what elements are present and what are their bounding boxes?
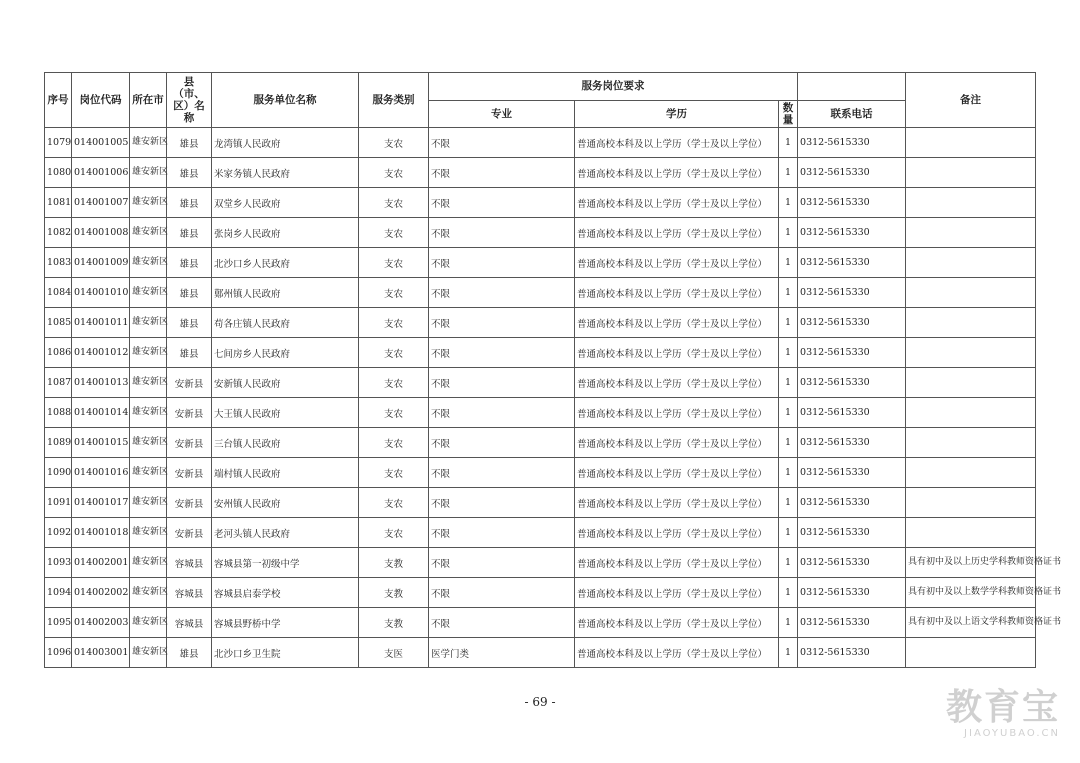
- cell-education: 普通高校本科及以上学历（学士及以上学位）: [575, 278, 779, 308]
- cell-remarks: [906, 638, 1036, 668]
- cell-remarks: [906, 248, 1036, 278]
- cell-seq: 1093: [45, 548, 72, 578]
- cell-education: 普通高校本科及以上学历（学士及以上学位）: [575, 158, 779, 188]
- cell-quantity: 1: [779, 608, 798, 638]
- cell-county: 雄县: [167, 638, 212, 668]
- cell-city: 雄安新区: [130, 488, 167, 518]
- cell-unit: 端村镇人民政府: [212, 458, 359, 488]
- cell-city: 雄安新区: [130, 188, 167, 218]
- table-row: [45, 278, 1036, 308]
- cell-seq: 1096: [45, 638, 72, 668]
- cell-remarks: [906, 278, 1036, 308]
- cell-city: 雄安新区: [130, 578, 167, 608]
- cell-phone: 0312-5615330: [798, 188, 906, 218]
- cell-education: 普通高校本科及以上学历（学士及以上学位）: [575, 308, 779, 338]
- cell-city: 雄安新区: [130, 458, 167, 488]
- cell-unit: 容城县第一初级中学: [212, 548, 359, 578]
- table-row: [45, 368, 1036, 398]
- cell-county: 雄县: [167, 248, 212, 278]
- cell-county: 雄县: [167, 338, 212, 368]
- table-row: [45, 308, 1036, 338]
- cell-education: 普通高校本科及以上学历（学士及以上学位）: [575, 398, 779, 428]
- cell-code: 014001007: [72, 188, 130, 218]
- cell-unit: 龙湾镇人民政府: [212, 128, 359, 158]
- header-unit: 服务单位名称: [212, 73, 359, 128]
- cell-seq: 1090: [45, 458, 72, 488]
- cell-seq: 1091: [45, 488, 72, 518]
- cell-code: 014001018: [72, 518, 130, 548]
- cell-category: 支农: [359, 398, 429, 428]
- cell-unit: 安新镇人民政府: [212, 368, 359, 398]
- cell-unit: 苟各庄镇人民政府: [212, 308, 359, 338]
- cell-phone: 0312-5615330: [798, 218, 906, 248]
- position-table-container: [44, 72, 1062, 668]
- cell-major: 不限: [429, 458, 575, 488]
- cell-unit: 双堂乡人民政府: [212, 188, 359, 218]
- cell-unit: 鄚州镇人民政府: [212, 278, 359, 308]
- cell-category: 支农: [359, 458, 429, 488]
- cell-education: 普通高校本科及以上学历（学士及以上学位）: [575, 638, 779, 668]
- header-requirements: 服务岗位要求: [429, 73, 798, 101]
- cell-quantity: 1: [779, 638, 798, 668]
- cell-seq: 1088: [45, 398, 72, 428]
- cell-code: 014001012: [72, 338, 130, 368]
- cell-phone: 0312-5615330: [798, 158, 906, 188]
- cell-unit: 北沙口乡人民政府: [212, 248, 359, 278]
- table-row: [45, 158, 1036, 188]
- cell-unit: 大王镇人民政府: [212, 398, 359, 428]
- cell-education: 普通高校本科及以上学历（学士及以上学位）: [575, 338, 779, 368]
- cell-education: 普通高校本科及以上学历（学士及以上学位）: [575, 128, 779, 158]
- table-body: [45, 128, 1062, 668]
- cell-education: 普通高校本科及以上学历（学士及以上学位）: [575, 188, 779, 218]
- cell-code: 014002003: [72, 608, 130, 638]
- cell-major: 不限: [429, 488, 575, 518]
- cell-major: 不限: [429, 278, 575, 308]
- cell-city: 雄安新区: [130, 248, 167, 278]
- cell-remarks: [906, 398, 1036, 428]
- cell-phone: 0312-5615330: [798, 638, 906, 668]
- cell-county: 雄县: [167, 158, 212, 188]
- header-city: 所在市: [130, 73, 167, 128]
- cell-category: 支农: [359, 428, 429, 458]
- cell-remarks: [906, 488, 1036, 518]
- cell-county: 容城县: [167, 578, 212, 608]
- cell-phone: 0312-5615330: [798, 308, 906, 338]
- cell-city: 雄安新区: [130, 158, 167, 188]
- cell-county: 雄县: [167, 188, 212, 218]
- cell-remarks: [906, 458, 1036, 488]
- cell-category: 支农: [359, 338, 429, 368]
- watermark-main: 教育宝: [945, 687, 1060, 728]
- cell-unit: 三台镇人民政府: [212, 428, 359, 458]
- cell-phone: 0312-5615330: [798, 488, 906, 518]
- cell-city: 雄安新区: [130, 518, 167, 548]
- cell-category: 支农: [359, 248, 429, 278]
- table-row: [45, 638, 1036, 668]
- cell-quantity: 1: [779, 368, 798, 398]
- cell-major: 不限: [429, 548, 575, 578]
- cell-remarks: [906, 428, 1036, 458]
- cell-code: 014001010: [72, 278, 130, 308]
- cell-remarks: [906, 218, 1036, 248]
- cell-major: 不限: [429, 398, 575, 428]
- cell-phone: 0312-5615330: [798, 428, 906, 458]
- cell-county: 安新县: [167, 458, 212, 488]
- cell-code: 014001013: [72, 368, 130, 398]
- cell-education: 普通高校本科及以上学历（学士及以上学位）: [575, 428, 779, 458]
- cell-county: 安新县: [167, 488, 212, 518]
- cell-phone: 0312-5615330: [798, 338, 906, 368]
- cell-seq: 1087: [45, 368, 72, 398]
- cell-quantity: 1: [779, 578, 798, 608]
- cell-phone: 0312-5615330: [798, 368, 906, 398]
- table-row: [45, 608, 1036, 638]
- cell-phone: 0312-5615330: [798, 248, 906, 278]
- cell-education: 普通高校本科及以上学历（学士及以上学位）: [575, 368, 779, 398]
- cell-unit: 容城县启泰学校: [212, 578, 359, 608]
- table-row: [45, 518, 1036, 548]
- header-quantity: 数量: [779, 101, 798, 128]
- cell-county: 安新县: [167, 518, 212, 548]
- cell-remarks: 具有初中及以上历史学科教师资格证书: [906, 548, 1036, 578]
- table-row: [45, 248, 1036, 278]
- cell-remarks: [906, 188, 1036, 218]
- cell-city: 雄安新区: [130, 338, 167, 368]
- cell-quantity: 1: [779, 248, 798, 278]
- cell-county: 雄县: [167, 128, 212, 158]
- cell-seq: 1094: [45, 578, 72, 608]
- cell-code: 014001017: [72, 488, 130, 518]
- header-phone: 联系电话: [798, 101, 906, 128]
- cell-major: 不限: [429, 428, 575, 458]
- cell-unit: 米家务镇人民政府: [212, 158, 359, 188]
- cell-unit: 安州镇人民政府: [212, 488, 359, 518]
- cell-code: 014001009: [72, 248, 130, 278]
- cell-phone: 0312-5615330: [798, 398, 906, 428]
- cell-unit: 容城县野桥中学: [212, 608, 359, 638]
- page-number: - 69 -: [524, 695, 556, 709]
- cell-education: 普通高校本科及以上学历（学士及以上学位）: [575, 248, 779, 278]
- cell-remarks: [906, 128, 1036, 158]
- cell-remarks: 具有初中及以上语文学科教师资格证书: [906, 608, 1036, 638]
- header-category: 服务类别: [359, 73, 429, 128]
- cell-phone: 0312-5615330: [798, 128, 906, 158]
- table-row: [45, 338, 1036, 368]
- cell-seq: 1079: [45, 128, 72, 158]
- cell-seq: 1082: [45, 218, 72, 248]
- cell-remarks: [906, 518, 1036, 548]
- cell-unit: 七间房乡人民政府: [212, 338, 359, 368]
- cell-major: 不限: [429, 368, 575, 398]
- cell-seq: 1092: [45, 518, 72, 548]
- table-row: [45, 488, 1036, 518]
- cell-category: 支农: [359, 308, 429, 338]
- cell-education: 普通高校本科及以上学历（学士及以上学位）: [575, 488, 779, 518]
- cell-category: 支农: [359, 488, 429, 518]
- cell-category: 支农: [359, 158, 429, 188]
- cell-code: 014001015: [72, 428, 130, 458]
- cell-quantity: 1: [779, 128, 798, 158]
- cell-major: 不限: [429, 188, 575, 218]
- cell-code: 014001014: [72, 398, 130, 428]
- cell-quantity: 1: [779, 518, 798, 548]
- cell-code: 014001011: [72, 308, 130, 338]
- cell-code: 014003001: [72, 638, 130, 668]
- cell-city: 雄安新区: [130, 398, 167, 428]
- cell-education: 普通高校本科及以上学历（学士及以上学位）: [575, 608, 779, 638]
- cell-category: 支教: [359, 578, 429, 608]
- cell-phone: 0312-5615330: [798, 548, 906, 578]
- cell-city: 雄安新区: [130, 218, 167, 248]
- cell-city: 雄安新区: [130, 368, 167, 398]
- header-county: 县（市、区）名称: [167, 73, 212, 128]
- cell-quantity: 1: [779, 218, 798, 248]
- cell-phone: 0312-5615330: [798, 458, 906, 488]
- cell-city: 雄安新区: [130, 278, 167, 308]
- watermark-logo: [946, 688, 1060, 739]
- cell-code: 014002001: [72, 548, 130, 578]
- cell-education: 普通高校本科及以上学历（学士及以上学位）: [575, 548, 779, 578]
- table-row: [45, 458, 1036, 488]
- cell-remarks: 具有初中及以上数学学科教师资格证书: [906, 578, 1036, 608]
- cell-category: 支农: [359, 128, 429, 158]
- cell-county: 安新县: [167, 398, 212, 428]
- table-row: [45, 398, 1036, 428]
- cell-unit: 张岗乡人民政府: [212, 218, 359, 248]
- cell-remarks: [906, 308, 1036, 338]
- cell-code: 014001008: [72, 218, 130, 248]
- cell-major: 不限: [429, 128, 575, 158]
- cell-major: 不限: [429, 608, 575, 638]
- cell-seq: 1085: [45, 308, 72, 338]
- cell-category: 支农: [359, 218, 429, 248]
- cell-education: 普通高校本科及以上学历（学士及以上学位）: [575, 518, 779, 548]
- cell-county: 雄县: [167, 308, 212, 338]
- cell-category: 支农: [359, 188, 429, 218]
- cell-quantity: 1: [779, 428, 798, 458]
- cell-phone: 0312-5615330: [798, 518, 906, 548]
- header-major: 专业: [429, 101, 575, 128]
- table-row: [45, 188, 1036, 218]
- position-table: [44, 72, 1062, 668]
- cell-phone: 0312-5615330: [798, 578, 906, 608]
- watermark-sub: JIAOYUBAO.CN: [964, 728, 1060, 739]
- cell-major: 不限: [429, 308, 575, 338]
- cell-major: 医学门类: [429, 638, 575, 668]
- cell-major: 不限: [429, 338, 575, 368]
- cell-category: 支农: [359, 368, 429, 398]
- cell-unit: 北沙口乡卫生院: [212, 638, 359, 668]
- table-row: [45, 428, 1036, 458]
- cell-major: 不限: [429, 578, 575, 608]
- cell-county: 安新县: [167, 368, 212, 398]
- cell-phone: 0312-5615330: [798, 278, 906, 308]
- cell-quantity: 1: [779, 308, 798, 338]
- cell-category: 支教: [359, 608, 429, 638]
- table-row: [45, 218, 1036, 248]
- cell-seq: 1084: [45, 278, 72, 308]
- cell-county: 容城县: [167, 608, 212, 638]
- cell-phone: 0312-5615330: [798, 608, 906, 638]
- cell-seq: 1080: [45, 158, 72, 188]
- cell-education: 普通高校本科及以上学历（学士及以上学位）: [575, 578, 779, 608]
- table-row: [45, 578, 1036, 608]
- cell-city: 雄安新区: [130, 428, 167, 458]
- cell-major: 不限: [429, 218, 575, 248]
- cell-quantity: 1: [779, 338, 798, 368]
- cell-category: 支教: [359, 548, 429, 578]
- cell-quantity: 1: [779, 488, 798, 518]
- cell-seq: 1081: [45, 188, 72, 218]
- cell-remarks: [906, 368, 1036, 398]
- cell-code: 014001005: [72, 128, 130, 158]
- cell-city: 雄安新区: [130, 548, 167, 578]
- cell-remarks: [906, 158, 1036, 188]
- cell-quantity: 1: [779, 548, 798, 578]
- cell-city: 雄安新区: [130, 608, 167, 638]
- cell-seq: 1095: [45, 608, 72, 638]
- cell-category: 支农: [359, 518, 429, 548]
- header-blank: [798, 73, 906, 101]
- cell-seq: 1083: [45, 248, 72, 278]
- cell-quantity: 1: [779, 188, 798, 218]
- cell-major: 不限: [429, 158, 575, 188]
- cell-code: 014002002: [72, 578, 130, 608]
- cell-unit: 老河头镇人民政府: [212, 518, 359, 548]
- table-row: [45, 128, 1036, 158]
- cell-city: 雄安新区: [130, 308, 167, 338]
- cell-remarks: [906, 338, 1036, 368]
- cell-code: 014001006: [72, 158, 130, 188]
- cell-seq: 1086: [45, 338, 72, 368]
- cell-major: 不限: [429, 248, 575, 278]
- cell-education: 普通高校本科及以上学历（学士及以上学位）: [575, 218, 779, 248]
- cell-city: 雄安新区: [130, 638, 167, 668]
- cell-education: 普通高校本科及以上学历（学士及以上学位）: [575, 458, 779, 488]
- cell-county: 雄县: [167, 218, 212, 248]
- cell-category: 支医: [359, 638, 429, 668]
- table-row: [45, 548, 1036, 578]
- header-code: 岗位代码: [72, 73, 130, 128]
- cell-county: 安新县: [167, 428, 212, 458]
- cell-county: 雄县: [167, 278, 212, 308]
- cell-seq: 1089: [45, 428, 72, 458]
- cell-county: 容城县: [167, 548, 212, 578]
- cell-quantity: 1: [779, 458, 798, 488]
- cell-quantity: 1: [779, 278, 798, 308]
- cell-quantity: 1: [779, 398, 798, 428]
- cell-category: 支农: [359, 278, 429, 308]
- cell-code: 014001016: [72, 458, 130, 488]
- header-education: 学历: [575, 101, 779, 128]
- header-remarks: 备注: [906, 73, 1036, 128]
- cell-city: 雄安新区: [130, 128, 167, 158]
- cell-quantity: 1: [779, 158, 798, 188]
- cell-major: 不限: [429, 518, 575, 548]
- header-seq: 序号: [45, 73, 72, 128]
